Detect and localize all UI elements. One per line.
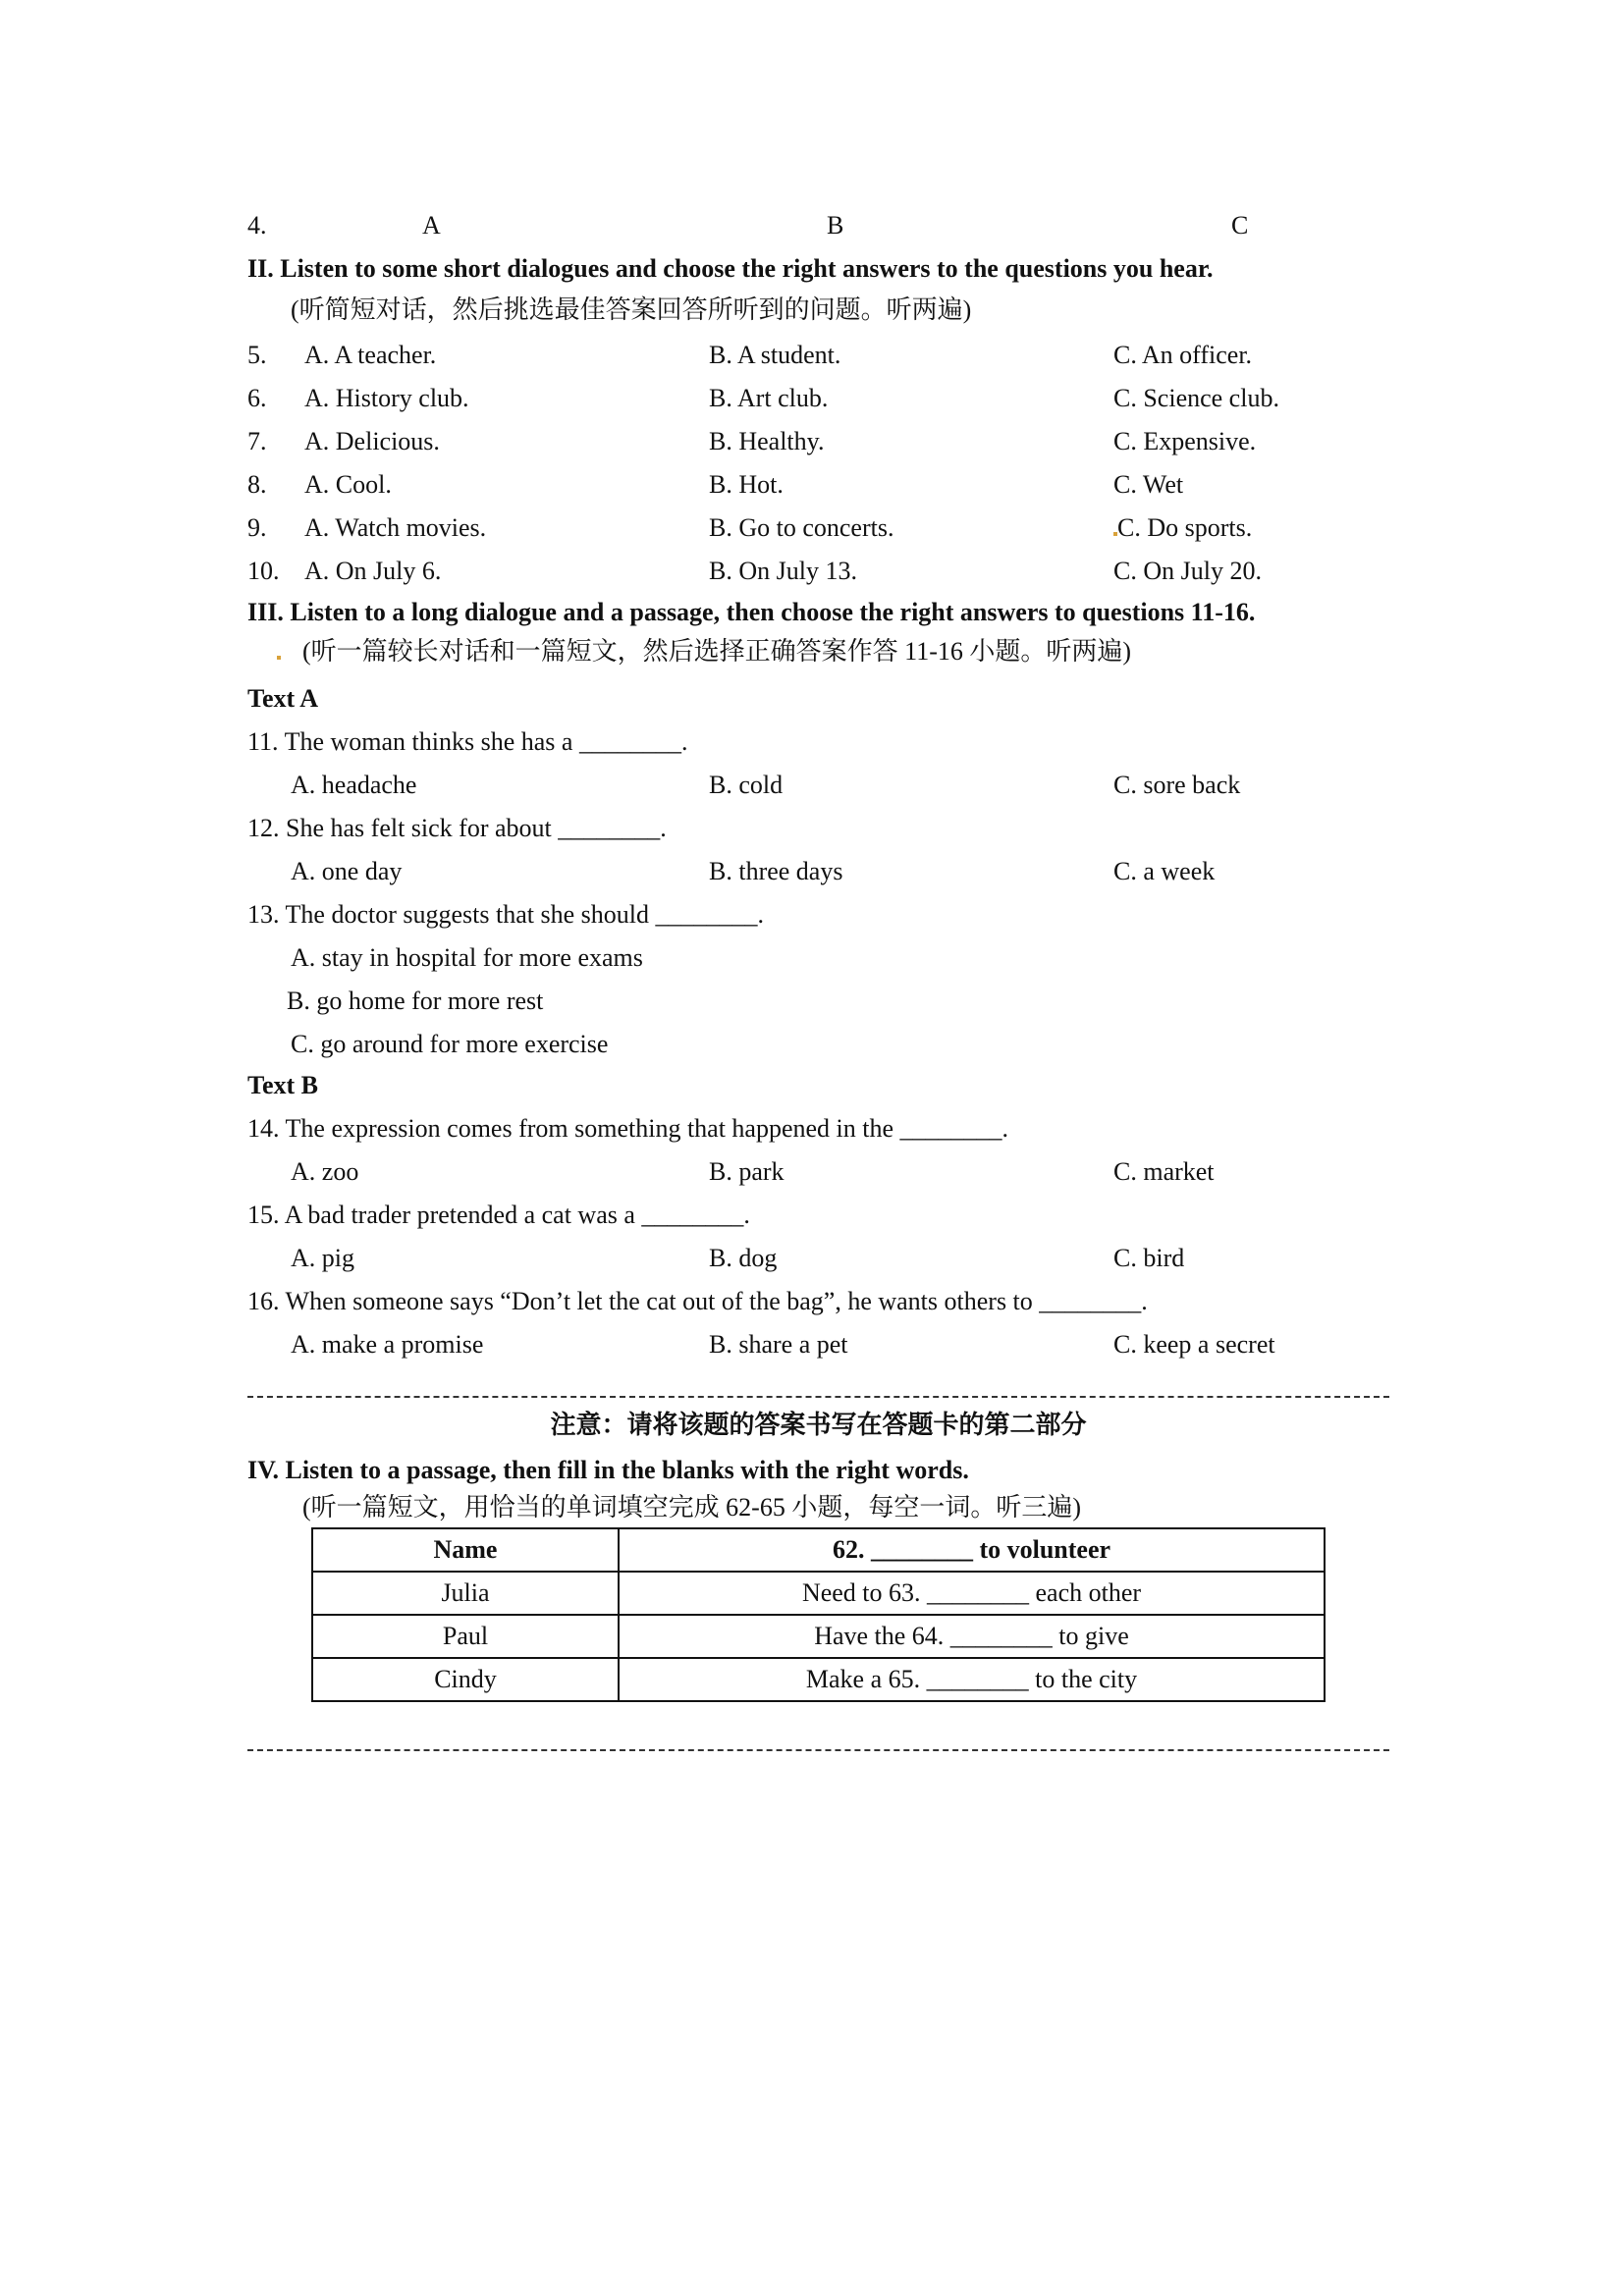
q15-option-a: A. pig [291,1244,354,1272]
dashed-divider-top [247,1396,1389,1398]
q14-stem: 14. The expression comes from something that happened in the ________. [247,1114,1009,1143]
section4-heading: IV. Listen to a passage, then fill in the blanks with the right words. [247,1456,969,1484]
q4-number: 4. [247,211,267,240]
q6-option-a: A. History club. [304,384,469,412]
q8-option-c: C. Wet [1113,470,1184,499]
q16-option-b: B. share a pet [709,1330,848,1359]
q16-option-c: C. keep a secret [1113,1330,1275,1359]
q12-option-c: C. a week [1113,857,1216,885]
table-cell-blank: Make a 65. ________ to the city [619,1658,1325,1701]
q9-option-c: C. Do sports. [1117,513,1253,542]
q10-option-b: B. On July 13. [709,557,857,585]
q13-option-c: C. go around for more exercise [291,1030,609,1058]
q9-option-b: B. Go to concerts. [709,513,894,542]
q5-option-a: A. A teacher. [304,341,437,369]
table-row [312,1658,1325,1701]
q14-option-b: B. park [709,1157,785,1186]
q16-stem: 16. When someone says “Don’t let the cat out of the bag”, he wants others to ________. [247,1287,1148,1315]
q5-option-b: B. A student. [709,341,841,369]
q14-option-c: C. market [1113,1157,1215,1186]
fill-in-table [311,1527,1326,1702]
q12-option-a: A. one day [291,857,403,885]
q5-option-c: C. An officer. [1113,341,1253,369]
q7-option-c: C. Expensive. [1113,427,1257,455]
q12-option-b: B. three days [709,857,843,885]
answer-sheet-notice: 注意：请将该题的答案书写在答题卡的第二部分 [550,1411,1087,1439]
q4-label-a: A [422,211,441,240]
q11-option-b: B. cold [709,771,784,799]
section2-instruction: (听简短对话，然后挑选最佳答案回答所听到的问题。听两遍) [291,295,972,324]
table-row [312,1572,1325,1615]
q11-stem: 11. The woman thinks she has a ________. [247,727,688,756]
q6-number: 6. [247,384,267,412]
table-header-name: Name [312,1528,619,1572]
q8-number: 8. [247,470,267,499]
q12-stem: 12. She has felt sick for about ________. [247,814,667,842]
table-cell-name: Paul [312,1615,619,1658]
table-row [312,1615,1325,1658]
q11-option-a: A. headache [291,771,417,799]
stray-mark [277,656,281,660]
q8-option-b: B. Hot. [709,470,784,499]
q7-number: 7. [247,427,267,455]
table-header-row [312,1528,1325,1572]
section4-instruction: (听一篇短文，用恰当的单词填空完成 62-65 小题，每空一词。听三遍) [302,1493,1081,1522]
q6-option-b: B. Art club. [709,384,829,412]
table-cell-name: Julia [312,1572,619,1615]
q13-option-b: B. go home for more rest [287,987,544,1015]
q7-option-b: B. Healthy. [709,427,825,455]
section3-instruction: (听一篇较长对话和一篇短文，然后选择正确答案作答 11-16 小题。听两遍) [302,637,1132,666]
dashed-divider-bottom [247,1749,1389,1751]
q14-option-a: A. zoo [291,1157,359,1186]
table-cell-name: Cindy [312,1658,619,1701]
q13-option-a: A. stay in hospital for more exams [291,943,643,972]
table-cell-blank: Have the 64. ________ to give [619,1615,1325,1658]
q7-option-a: A. Delicious. [304,427,440,455]
text-a-label: Text A [247,684,318,713]
table-header-reason: 62. ________ to volunteer [619,1528,1325,1572]
text-b-label: Text B [247,1071,318,1099]
section2-heading: II. Listen to some short dialogues and choose the right answers to the questions you hear. [247,254,1214,283]
q15-option-b: B. dog [709,1244,778,1272]
table-cell-blank: Need to 63. ________ each other [619,1572,1325,1615]
q6-option-c: C. Science club. [1113,384,1279,412]
q10-option-a: A. On July 6. [304,557,442,585]
q8-option-a: A. Cool. [304,470,392,499]
section3-heading: III. Listen to a long dialogue and a passage, then choose the right answers to questions 11-16. [247,598,1256,626]
q5-number: 5. [247,341,267,369]
q15-option-c: C. bird [1113,1244,1185,1272]
q16-option-a: A. make a promise [291,1330,484,1359]
q9-option-a: A. Watch movies. [304,513,487,542]
q10-option-c: C. On July 20. [1113,557,1262,585]
q15-stem: 15. A bad trader pretended a cat was a ________. [247,1201,750,1229]
q11-option-c: C. sore back [1113,771,1241,799]
q10-number: 10. [247,557,280,585]
q4-label-c: C [1231,211,1249,240]
q4-label-b: B [827,211,844,240]
q13-stem: 13. The doctor suggests that she should ________. [247,900,764,929]
q9-number: 9. [247,513,267,542]
